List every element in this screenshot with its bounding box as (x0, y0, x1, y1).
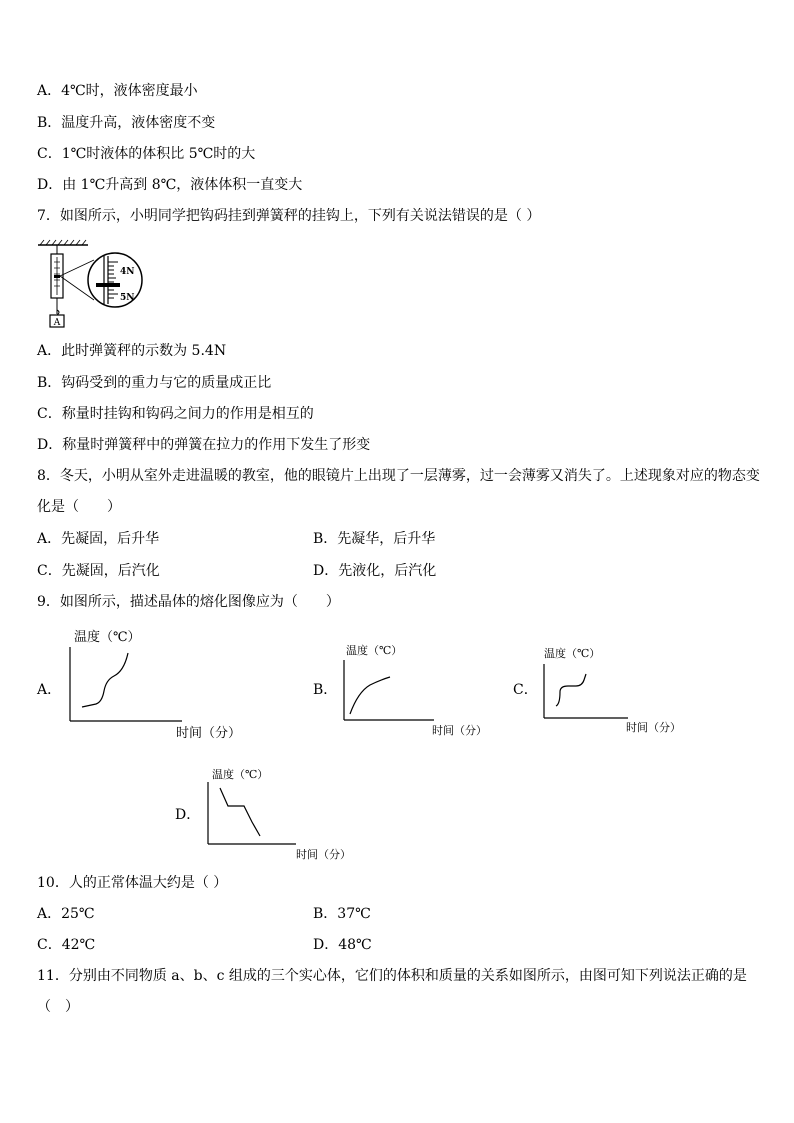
q10-option-c: C．42℃ (37, 937, 96, 953)
graph-b-label: B． (313, 682, 338, 698)
graph-c (536, 642, 706, 742)
spring-scale-figure (36, 238, 146, 330)
q6-option-a: A．4℃时，液体密度最小 (37, 83, 198, 99)
q10-stem: 10．人的正常体温大约是（ ） (37, 875, 228, 891)
scale-top-label: 4N (120, 267, 135, 277)
q6-option-c: C．1℃时液体的体积比 5℃时的大 (37, 146, 256, 162)
q7-option-a: A．此时弹簧秤的示数为 5.4N (37, 343, 227, 359)
graph-b-xlabel: 时间（分） (432, 724, 487, 737)
q11-stem-line2: （ ） (37, 999, 79, 1015)
weight-label: A (53, 318, 61, 328)
graph-a-xlabel: 时间（分） (176, 726, 242, 741)
q8-stem-line2: 化是（ ） (37, 499, 121, 515)
graph-a-label: A． (37, 682, 62, 698)
q10-option-b: B．37℃ (313, 906, 371, 922)
graph-b (336, 640, 506, 740)
q7-stem: 7．如图所示，小明同学把钩码挂到弹簧秤的挂钩上，下列有关说法错误的是（ ） (37, 208, 541, 224)
q10-option-d: D．48℃ (313, 937, 372, 953)
q11-stem-line1: 11．分别由不同物质 a、b、c 组成的三个实心体，它们的体积和质量的关系如图所示，由图可知下列说法正确的是 (37, 968, 747, 984)
q8-option-c: C．先凝固，后汽化 (37, 563, 160, 579)
q8-option-a: A．先凝固，后升华 (37, 531, 160, 547)
graph-c-xlabel: 时间（分） (626, 721, 681, 734)
graph-b-ylabel: 温度（℃） (346, 644, 403, 657)
q6-option-b: B．温度升高，液体密度不变 (37, 115, 216, 131)
q7-option-b: B．钩码受到的重力与它的质量成正比 (37, 375, 272, 391)
q7-option-c: C．称量时挂钩和钩码之间力的作用是相互的 (37, 406, 314, 422)
q8-option-b: B．先凝华，后升华 (313, 531, 436, 547)
graph-c-label: C． (513, 682, 538, 698)
graph-a (62, 625, 262, 745)
graph-d-label: D． (175, 807, 201, 823)
graph-d-xlabel: 时间（分） (296, 848, 351, 861)
graph-a-ylabel: 温度（℃） (74, 630, 141, 645)
q6-option-d: D．由 1℃升高到 8℃，液体体积一直变大 (37, 177, 303, 193)
graph-d (200, 764, 370, 864)
q8-stem-line1: 8．冬天，小明从室外走进温暖的教室，他的眼镜片上出现了一层薄雾，过一会薄雾又消失了。上述现象对应的物态变 (37, 468, 760, 484)
graph-c-ylabel: 温度（℃） (544, 647, 601, 660)
q10-option-a: A．25℃ (37, 906, 95, 922)
q8-option-d: D．先液化，后汽化 (313, 563, 437, 579)
scale-bottom-label: 5N (120, 293, 135, 303)
q7-option-d: D．称量时弹簧秤中的弹簧在拉力的作用下发生了形变 (37, 437, 371, 453)
graph-d-ylabel: 温度（℃） (212, 768, 269, 781)
q9-stem: 9．如图所示，描述晶体的熔化图像应为（ ） (37, 594, 340, 610)
